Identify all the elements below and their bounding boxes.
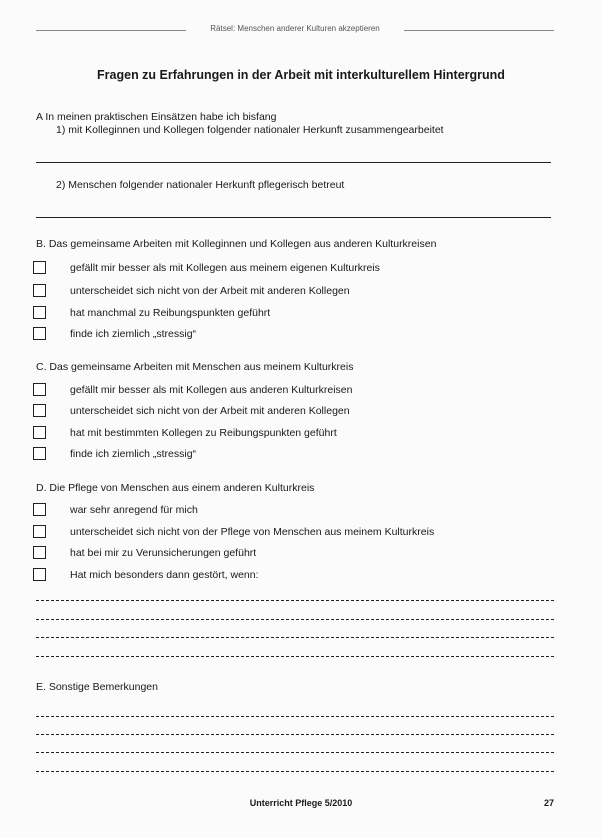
answer-line-e3[interactable] — [36, 752, 554, 753]
answer-line-d4[interactable] — [36, 656, 554, 657]
section-c-heading: C. Das gemeinsame Arbeiten mit Menschen aus meinem Kulturkreis — [36, 361, 354, 373]
checkbox-d-1[interactable] — [33, 503, 46, 516]
section-a-item-2: 2) Menschen folgender nationaler Herkunft pflegerisch betreut — [56, 179, 345, 191]
answer-line-a2[interactable] — [36, 217, 551, 218]
answer-line-a1[interactable] — [36, 162, 551, 163]
checkbox-d-4[interactable] — [33, 568, 46, 581]
section-e-heading: E. Sonstige Bemerkungen — [36, 681, 158, 693]
checkbox-c-4[interactable] — [33, 447, 46, 460]
option-c-1: gefällt mir besser als mit Kollegen aus anderen Kulturkreisen — [70, 384, 353, 396]
section-a-item-1: 1) mit Kolleginnen und Kollegen folgender nationaler Herkunft zusammengearbeitet — [56, 124, 444, 136]
section-b-heading: B. Das gemeinsame Arbeiten mit Kolleginnen und Kollegen aus anderen Kulturkreisen — [36, 238, 437, 250]
answer-line-d3[interactable] — [36, 637, 554, 638]
section-d-heading: D. Die Pflege von Menschen aus einem anderen Kulturkreis — [36, 482, 315, 494]
option-b-1: gefällt mir besser als mit Kollegen aus meinem eigenen Kulturkreis — [70, 262, 380, 274]
option-c-2: unterscheidet sich nicht von der Arbeit mit anderen Kollegen — [70, 405, 350, 417]
option-b-3: hat manchmal zu Reibungspunkten geführt — [70, 307, 271, 319]
checkbox-c-3[interactable] — [33, 426, 46, 439]
checkbox-d-2[interactable] — [33, 525, 46, 538]
answer-line-e4[interactable] — [36, 771, 554, 772]
answer-line-e2[interactable] — [36, 734, 554, 735]
option-c-3: hat mit bestimmten Kollegen zu Reibungspunkten geführt — [70, 427, 337, 439]
option-d-2: unterscheidet sich nicht von der Pflege von Menschen aus meinem Kulturkreis — [70, 526, 435, 538]
answer-line-d2[interactable] — [36, 619, 554, 620]
checkbox-b-3[interactable] — [33, 306, 46, 319]
checkbox-b-2[interactable] — [33, 284, 46, 297]
running-header: Rätsel: Menschen anderer Kulturen akzeptieren — [36, 24, 554, 33]
answer-line-d1[interactable] — [36, 600, 554, 601]
option-d-1: war sehr anregend für mich — [70, 504, 198, 516]
option-c-4: finde ich ziemlich „stressig“ — [70, 448, 197, 460]
checkbox-b-1[interactable] — [33, 261, 46, 274]
page-title: Fragen zu Erfahrungen in der Arbeit mit interkulturellem Hintergrund — [97, 68, 505, 82]
option-b-2: unterscheidet sich nicht von der Arbeit mit anderen Kollegen — [70, 285, 350, 297]
page-number: 27 — [544, 798, 555, 808]
footer-journal: Unterricht Pflege 5/2010 — [249, 798, 353, 808]
checkbox-b-4[interactable] — [33, 327, 46, 340]
section-a-intro: A In meinen praktischen Einsätzen habe ich bisfang — [36, 111, 277, 123]
checkbox-c-1[interactable] — [33, 383, 46, 396]
option-d-3: hat bei mir zu Verunsicherungen geführt — [70, 547, 257, 559]
checkbox-c-2[interactable] — [33, 404, 46, 417]
answer-line-e1[interactable] — [36, 716, 554, 717]
option-b-4: finde ich ziemlich „stressig“ — [70, 328, 197, 340]
checkbox-d-3[interactable] — [33, 546, 46, 559]
option-d-4: Hat mich besonders dann gestört, wenn: — [70, 569, 259, 581]
